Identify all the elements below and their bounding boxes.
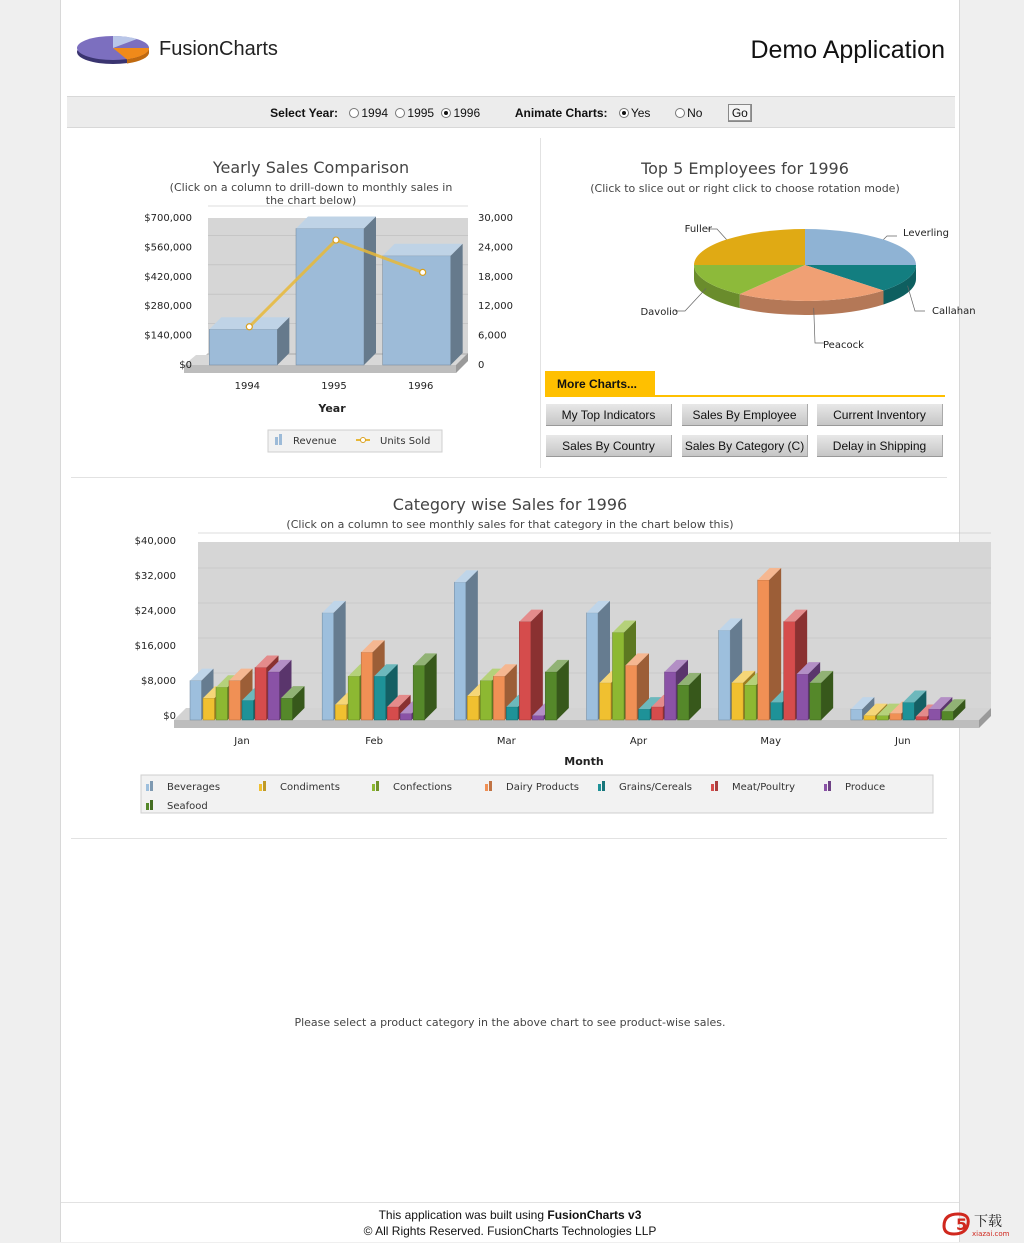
top-employees-pie-chart[interactable] [545,205,976,365]
fusioncharts-logo-icon [75,30,155,70]
bar-mar-meat-poultry-side [531,610,543,720]
pie-connector-leverling [883,236,897,240]
category-x-tick: Mar [496,736,516,747]
units-sold-legend-marker [361,438,366,443]
pie-label-fuller: Fuller [684,224,712,235]
svg-text:下载: 下载 [974,1214,1002,1230]
units-sold-point-1996 [420,269,426,275]
pie-label-leverling: Leverling [903,228,949,239]
bar-apr-dairy-products-front [626,665,638,720]
bar-jun-produce-front [929,709,941,720]
page-container [60,0,976,1242]
bar-mar-grains-cereals-front [506,707,518,720]
revenue-bar-1994-front [209,329,277,365]
yearly-sales-chart[interactable] [81,205,521,460]
yearly-x-tick: 1996 [407,381,434,392]
bar-may-dairy-products-front [758,580,770,720]
footer [61,1202,959,1243]
legend-label-beverages: Beverages [167,782,221,793]
pie-chart-subtitle: (Click to slice out or right click to choose rotation mode) [590,182,900,195]
legend-label-confections: Confections [393,782,452,793]
bar-jun-beverages-front [851,709,863,720]
footer-copyright: © All Rights Reserved. FusionCharts Technologies LLP [363,1224,657,1238]
animate-radio-yes[interactable] [619,108,629,118]
my-top-indicators-button[interactable]: My Top Indicators [546,404,672,426]
category-y-tick: $40,000 [134,536,176,547]
yearly-chart-title: Yearly Sales Comparison [212,158,410,177]
bar-mar-beverages-front [454,582,466,720]
legend-icon-b-seafood [150,800,153,810]
product-chart-placeholder: Please select a product category in the above chart to see product-wise sales. [294,1016,726,1029]
legend-icon-seafood [146,803,149,810]
legend-icon-confections [372,784,375,791]
bar-feb-dairy-products-front [361,652,373,720]
bar-apr-beverages-front [587,613,599,720]
yearly-y2-tick: 0 [478,360,485,371]
bar-jun-meat-poultry-front [916,717,928,721]
bar-feb-confections-front [348,676,360,720]
section-divider-2 [71,838,947,839]
year-option-1994: 1994 [361,106,389,120]
bar-jan-grains-cereals-front [242,700,254,720]
legend-label-produce: Produce [845,782,886,793]
go-button[interactable]: Go [728,104,752,122]
category-sales-chart[interactable] [71,532,951,822]
bar-feb-seafood[interactable] [413,653,437,720]
bar-mar-seafood-front [545,672,557,720]
legend-icon-b-produce [828,781,831,791]
bar-jan-produce-front [268,672,280,720]
filter-toolbar [67,96,955,128]
legend-label-grains-cereals: Grains/Cereals [619,782,692,793]
chart-divider-vertical [540,138,541,468]
footer-credit: This application was built using FusionCharts v3 [378,1208,642,1222]
bar-may-beverages-front [719,630,731,720]
revenue-legend-label: Revenue [293,436,337,447]
bar-feb-meat-poultry-front [387,707,399,720]
revenue-bar-1996-side [451,244,463,365]
yearly-y-tick: $0 [179,360,192,371]
footer-product-name: FusionCharts v3 [547,1208,642,1222]
header [61,0,959,95]
app-title: Demo Application [750,36,945,64]
delay-in-shipping-button[interactable]: Delay in Shipping [817,435,943,457]
legend-icon-meat-poultry [711,784,714,791]
category-y-tick: $16,000 [134,641,176,652]
bar-apr-grains-cereals-front [639,709,651,720]
yearly-y2-tick: 6,000 [478,330,507,342]
yearly-y-tick: $280,000 [144,301,192,313]
yearly-legend [268,430,442,452]
yearly-y-tick: $560,000 [144,242,192,254]
brand-name: FusionCharts [159,38,278,60]
yearly-y2-tick: 24,000 [478,242,513,254]
bar-mar-dairy-products-front [493,676,505,720]
current-inventory-button[interactable]: Current Inventory [817,404,943,426]
category-x-tick: May [760,736,782,747]
legend-icon-b-confections [376,781,379,791]
bar-jun-seafood-front [942,711,954,720]
bar-apr-meat-poultry-front [652,707,664,720]
bar-mar-produce-front [532,716,544,720]
bar-jun-condiments-front [864,716,876,720]
yearly-chart-subtitle: (Click on a column to drill-down to monthly sales in the chart below) [169,181,453,207]
legend-label-meat-poultry: Meat/Poultry [732,782,796,793]
pie-chart-title: Top 5 Employees for 1996 [641,159,849,178]
yearly-base-front [184,365,456,373]
legend-icon-b-beverages [150,781,153,791]
category-base-front [174,720,979,728]
year-radio-1995[interactable] [395,108,405,118]
units-sold-point-1994 [246,324,252,330]
pie-label-davolio: Davolio [640,307,678,318]
animate-charts-label: Animate Charts: [514,106,608,120]
revenue-bar-1996-front [383,256,451,365]
yearly-x-tick: 1995 [321,381,347,392]
bar-may-condiments-front [732,683,744,720]
bar-feb-beverages-front [322,613,334,720]
pie-label-callahan: Callahan [932,306,976,317]
legend-icon-dairy-products [485,784,488,791]
yearly-y2-tick: 18,000 [478,271,513,283]
legend-icon-produce [824,784,827,791]
units-sold-point-1995 [333,237,339,243]
category-y-tick: $24,000 [134,606,176,617]
bar-may-seafood-front [810,683,822,720]
yearly-y2-tick: 12,000 [478,301,513,313]
revenue-legend-icon [275,437,278,445]
yearly-x-tick: 1994 [234,381,261,392]
revenue-legend-icon-b [279,434,282,445]
bar-apr-seafood-front [678,685,690,720]
sales-by-country-button[interactable]: Sales By Country [546,435,672,457]
legend-label-dairy-products: Dairy Products [506,782,579,793]
legend-icon-condiments [259,784,262,791]
legend-icon-grains-cereals [598,784,601,791]
legend-icon-beverages [146,784,149,791]
yearly-y2-tick: 30,000 [478,213,513,224]
watermark-logo-icon [938,1206,1018,1240]
pie-label-peacock: Peacock [823,340,864,351]
legend-icon-b-meat-poultry [715,781,718,791]
bar-jan-meat-poultry-front [255,668,267,721]
bar-jun-dairy-products-front [890,713,902,720]
bar-may-meat-poultry-front [784,622,796,720]
more-charts-underline [545,395,945,397]
revenue-bar-1996-top [383,244,463,256]
bar-apr-produce-front [665,672,677,720]
bar-may-produce-front [797,674,809,720]
category-y-tick: $8,000 [141,676,176,687]
svg-text:xiazai.com: xiazai.com [972,1230,1010,1238]
category-legend-box [141,775,933,813]
bar-jan-dairy-products-front [229,681,241,720]
category-x-tick: Jun [895,736,911,747]
category-y-tick: $32,000 [134,571,176,582]
svg-text:5: 5 [956,1215,968,1234]
revenue-bar-1995-front [296,229,364,366]
bar-feb-seafood-front [413,665,425,720]
year-option-1996: 1996 [453,106,481,120]
bar-jan-condiments-front [203,698,215,720]
revenue-bar-1995-side [364,217,376,366]
category-x-tick: Feb [365,736,384,747]
sales-by-category-button[interactable]: Sales By Category (C) [682,435,808,457]
select-year-label: Select Year: [270,106,338,120]
year-option-1995: 1995 [407,106,435,120]
yearly-y-tick: $420,000 [144,271,192,283]
bar-may-confections-front [745,685,757,720]
category-chart-subtitle: (Click on a column to see monthly sales for that category in the chart below this) [286,518,734,531]
yearly-x-axis-label: Year [318,402,346,415]
bar-feb-grains-cereals-front [374,676,386,720]
sales-by-employee-button[interactable]: Sales By Employee [682,404,808,426]
year-radio-1994[interactable] [349,108,359,118]
legend-icon-b-grains-cereals [602,781,605,791]
bar-mar-meat-poultry-front [519,622,531,720]
bar-mar-confections-front [480,681,492,720]
bar-jun-confections-front [877,716,889,720]
legend-icon-b-dairy-products [489,781,492,791]
yearly-y-tick: $140,000 [144,330,192,342]
category-x-tick: Apr [629,736,648,747]
bar-apr-confections-front [613,633,625,721]
animate-option-no: No [687,106,703,120]
bar-jan-confections-front [216,687,228,720]
bar-mar-meat-poultry[interactable] [519,610,543,720]
pie-slice-leverling[interactable] [805,229,916,265]
legend-label-seafood: Seafood [167,801,208,812]
animate-radio-no[interactable] [675,108,685,118]
units-sold-legend-label: Units Sold [380,436,431,447]
revenue-bar-1995-top [296,217,376,229]
animate-option-yes: Yes [630,106,651,120]
category-x-axis-label: Month [564,755,604,768]
category-chart-title: Category wise Sales for 1996 [392,495,628,514]
legend-label-condiments: Condiments [280,782,340,793]
yearly-y-tick: $700,000 [144,213,192,224]
bar-mar-condiments-front [467,696,479,720]
bar-may-grains-cereals-front [771,703,783,721]
category-y-tick: $0 [163,711,176,722]
bar-feb-condiments-front [335,705,347,720]
year-radio-1996[interactable] [441,108,451,118]
legend-icon-b-condiments [263,781,266,791]
bar-feb-produce-front [400,713,412,720]
bar-mar-seafood[interactable] [545,660,569,720]
bar-apr-condiments-front [600,683,612,720]
section-divider-1 [71,477,947,478]
category-x-tick: Jan [234,736,250,747]
category-legend [141,775,933,813]
bar-jun-grains-cereals-front [903,703,915,721]
bar-jan-seafood-front [281,698,293,720]
bar-jan-beverages-front [190,681,202,720]
more-charts-tab[interactable]: More Charts... [545,371,655,396]
